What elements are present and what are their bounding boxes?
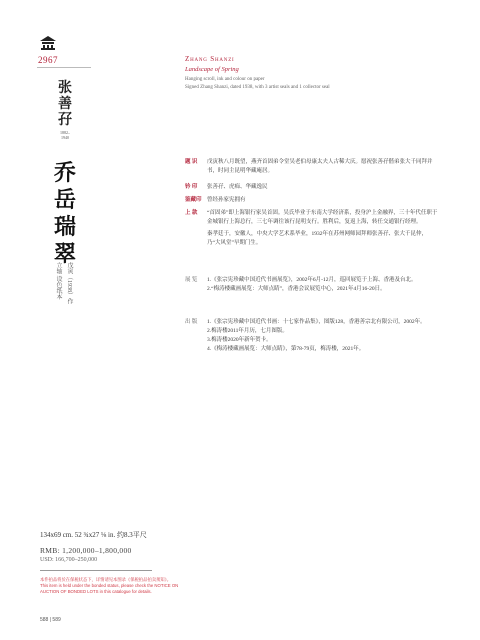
notice-en: This item is held under the bonded status, please check the NOTICE ON (40, 583, 179, 588)
house-mark-icon (40, 36, 56, 50)
notice-en: AUCTION OF BONDED LOTS in this catalogue for details. (40, 589, 152, 594)
page-numbers: 588 | 589 (40, 617, 61, 623)
literature-label: 出 版 (185, 319, 198, 325)
desc-line: Signed Zhang Shanzi, dated 1938, with 3 artist seals and 1 collector seal (185, 85, 330, 90)
divider (37, 67, 91, 68)
collector-text: 曾经孙家宪拥有 (207, 197, 246, 203)
work-description-en (185, 76, 445, 92)
collector-row (185, 196, 445, 206)
provenance-paragraph: 秦孝廷于，安徽人，中央大学艺术系毕业，1932年在苏州网师园拜师张善孖、张大千昆仲，乃“大风堂”早期门生。 (207, 231, 428, 246)
literature-item: 4.《梅涛楼藏画展览：大师点睛》，第78-79页，梅涛楼，2021年。 (207, 346, 365, 352)
provenance-text (207, 209, 439, 248)
literature-item: 1.《张宗宪珍藏中国近代书画：十七家作品集》，图版128，香港善宗北有限公司，2002年。 (207, 319, 426, 325)
desc-line: Hanging scroll, ink and colour on paper (185, 77, 265, 82)
exhibited-item: 2.“梅涛楼藏画展览：大师点睛”，香港会议展览中心，2021年4月16-20日。 (207, 286, 386, 292)
provenance-row (185, 209, 445, 269)
exhibited-list (207, 276, 439, 294)
divider (40, 570, 152, 571)
medium-cn (54, 262, 104, 304)
literature-item: 3.梅涛楼2020年新年贺卡。 (207, 337, 272, 343)
work-title-cn: 乔岳瑞翠 (53, 160, 76, 267)
seals-row (185, 183, 445, 193)
provenance-label: 上 款 (185, 210, 198, 216)
collector-label: 鉴藏印 (185, 197, 202, 203)
provenance-paragraph: “首固弟”即上海银行家吴首固。吴氏毕业于东南大学经济系，投身沪上金融界，三十年代任职于金城银行上海总行，三七年调往该行昆明支行。胜利后，复返上海，转任交通银行经理。 (207, 210, 438, 225)
inscription-text: 戊寅秋八月既望，燕齐首固弟令堂吴老伯母康太夫人古稀大庆。愿祝张善孖偕弟张大千同拜并书，时同主昆明华藏庵居。 (207, 159, 433, 174)
seals-label: 钤 印 (185, 184, 198, 190)
lot-number: 2967 (38, 55, 58, 65)
artist-name-cn: 张善孖 (58, 80, 72, 128)
artist-name-en: Zhang Shanzi (185, 55, 235, 63)
exhibited-row (185, 276, 445, 312)
notice-cn: 本件拍品将於在保税状态下，详情请见本图录《保税拍品拍卖须知》。 (40, 577, 172, 582)
exhibited-label: 展 览 (185, 277, 198, 283)
medium-line-1: 立轴 设色纸本 (55, 262, 61, 300)
work-title-en: Landscape of Spring (185, 66, 239, 73)
inscription-label: 题 识 (185, 159, 198, 165)
estimate-usd: USD: 166,700–250,000 (40, 557, 98, 563)
seals-text: 张善孖、虎痴、华藏逸民 (207, 184, 268, 190)
literature-item: 2.梅涛楼2011年月历，七月图版。 (207, 328, 288, 334)
bonded-notice (40, 577, 340, 595)
literature-row (185, 318, 445, 368)
exhibited-item: 1.《张宗宪珍藏中国近代书画展览》，2002年6月-12月，巡回展览于上海、香港及台北。 (207, 277, 417, 283)
inscription-row (185, 158, 445, 178)
literature-list (207, 318, 439, 354)
estimate-rmb: RMB: 1,200,000–1,800,000 (40, 546, 132, 555)
artist-dates: 1882–1940 (60, 130, 70, 140)
medium-line-2: 戊寅（1938）作 (66, 262, 72, 304)
dimensions: 134x69 cm. 52 ¾x27 ⅛ in. 约8.3平尺 (40, 531, 147, 539)
